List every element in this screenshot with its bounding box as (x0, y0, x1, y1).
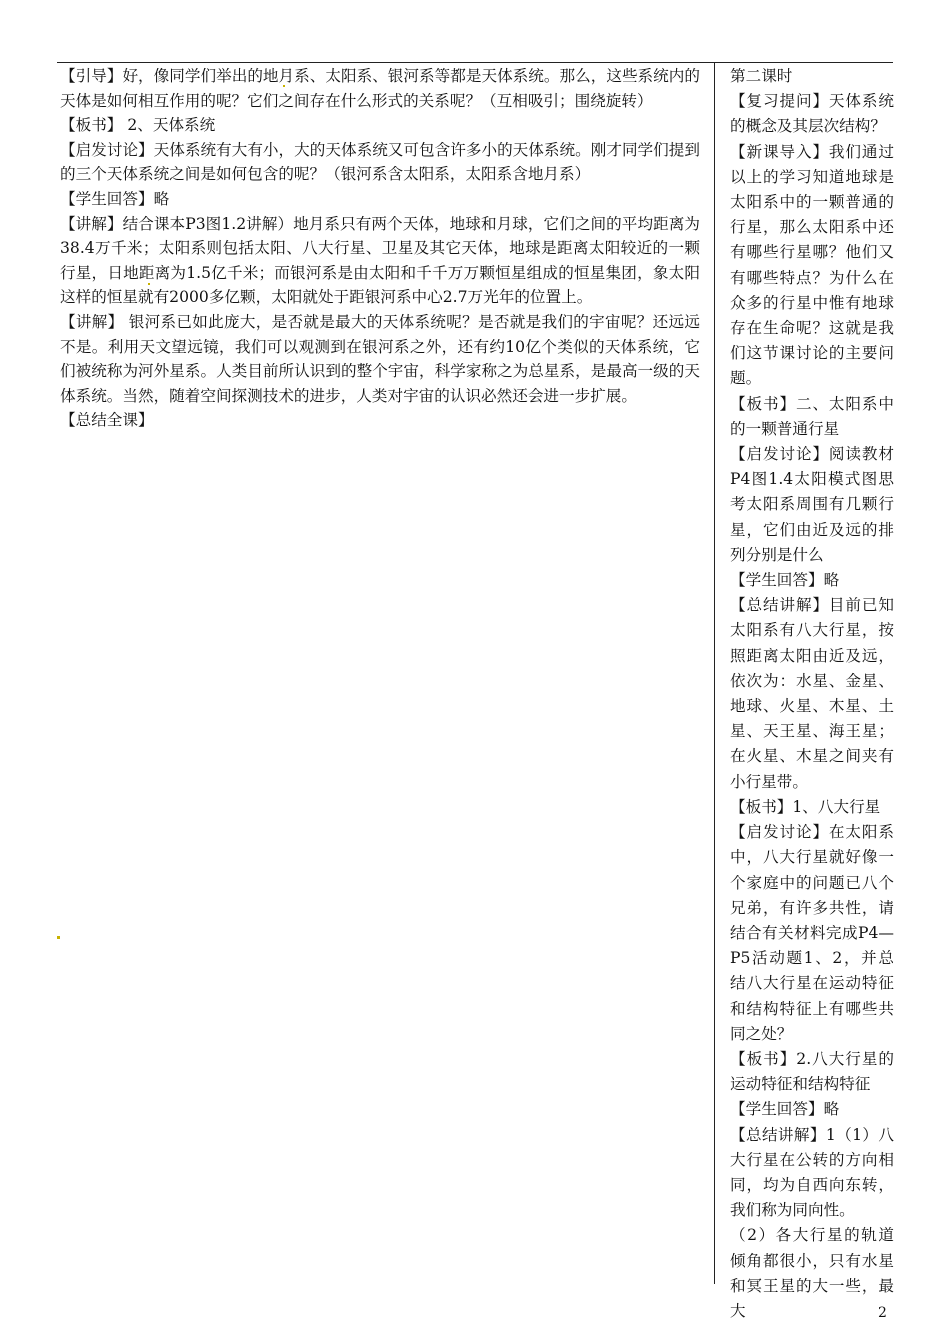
right-column (730, 64, 894, 1324)
right-paragraph-summary-2: 【总结讲解】1（1）八大行星在公转的方向相同，均为自西向东转，我们称为同向性。 (730, 1125, 894, 1220)
right-paragraph-board-2: 【板书】2.八大行星的运动特征和结构特征 (730, 1049, 894, 1094)
paragraph-summary: 【总结全课】 (60, 411, 154, 430)
paragraph-board-2: 【板书】 2、天体系统 (60, 116, 216, 135)
left-column (60, 64, 700, 433)
page-number: 2 (878, 1305, 887, 1321)
top-rule (57, 62, 893, 63)
paragraph-explanation-2: 【讲解】 银河系已如此庞大，是否就是最大的天体系统呢？是否就是我们的宇宙呢？还远远不是。利用天文望远镜，我们可以观测到在银河系之外，还有约10亿个类似的天体系统，它们被统称为河外星系。人类目前所认识到的整个宇宙，科学家称之为总星系，是最高一级的天体系统。当然，随着空间探测技术的进步，人类对宇宙的认识必然还会进一步扩展。 (60, 312, 700, 405)
scan-speck (283, 85, 285, 87)
right-paragraph-lesson-title: 第二课时 (730, 67, 793, 85)
paragraph-guide: 【引导】好，像同学们举出的地月系、太阳系、银河系等都是天体系统。那么，这些系统内的天体是如何相互作用的呢？它们之间存在什么形式的关系呢？（互相吸引；围绕旋转） (60, 67, 700, 110)
right-paragraph-answer-2: 【学生回答】略 (730, 1100, 840, 1119)
paragraph-explanation-1: 【讲解】结合课本P3图1.2讲解）地月系只有两个天体，地球和月球，它们之间的平均距离为38.4万千米；太阳系则包括太阳、八大行星、卫星及其它天体，地球是距离太阳较近的一颗行星，日地距离为1.5亿千米；而银河系是由太阳和千千万万颗恒星组成的恒星集团，象太阳这样的恒星就有2000多亿颗，太阳就处于距银河系中心2.7万光年的位置上。 (60, 214, 700, 307)
right-paragraph-review: 【复习提问】天体系统的概念及其层次结构？ (730, 92, 894, 136)
right-paragraph-summary-1: 【总结讲解】目前已知太阳系有八大行星，按照距离太阳由近及远，依次为：水星、金星、地球、火星、木星、土星、天王星、海王星；在火星、木星之间夹有小行星带。 (730, 596, 894, 791)
right-paragraph-discussion-1: 【启发讨论】阅读教材P4图1.4太阳模式图思考太阳系周围有几颗行星，它们由近及远的排列分别是什么 (730, 445, 894, 564)
right-paragraph-discussion-2: 【启发讨论】在太阳系中，八大行星就好像一个家庭中的问题已八个兄弟，有许多共性，请结合有关材料完成P4—P5活动题1、2，并总结八大行星在运动特征和结构特征上有哪些共同之处？ (730, 823, 894, 1043)
right-paragraph-board-1: 【板书】1、八大行星 (730, 797, 881, 816)
right-paragraph-inclination: （2）各大行星的轨道倾角都很小，只有水星和冥王星的大一些，最大 (730, 1226, 894, 1320)
right-paragraph-answer-1: 【学生回答】略 (730, 571, 840, 590)
right-paragraph-board-section: 【板书】二、太阳系中的一颗普通行星 (730, 394, 894, 438)
column-divider (714, 62, 715, 1284)
right-paragraph-intro: 【新课导入】我们通过以上的学习知道地球是太阳系中的一颗普通的行星，那么太阳系中还有哪些行星哪？他们又有哪些特点？为什么在众多的行星中惟有地球存在生命呢？这就是我们这节课讨论的主要问题。 (730, 142, 894, 388)
scan-speck (57, 936, 60, 939)
paragraph-discussion: 【启发讨论】天体系统有大有小，大的天体系统又可包含许多小的天体系统。刚才同学们提到的三个天体系统之间是如何包含的呢？（银河系含太阳系，太阳系含地月系） (60, 140, 700, 184)
scan-speck (148, 283, 150, 285)
paragraph-student-answer: 【学生回答】略 (60, 189, 170, 208)
